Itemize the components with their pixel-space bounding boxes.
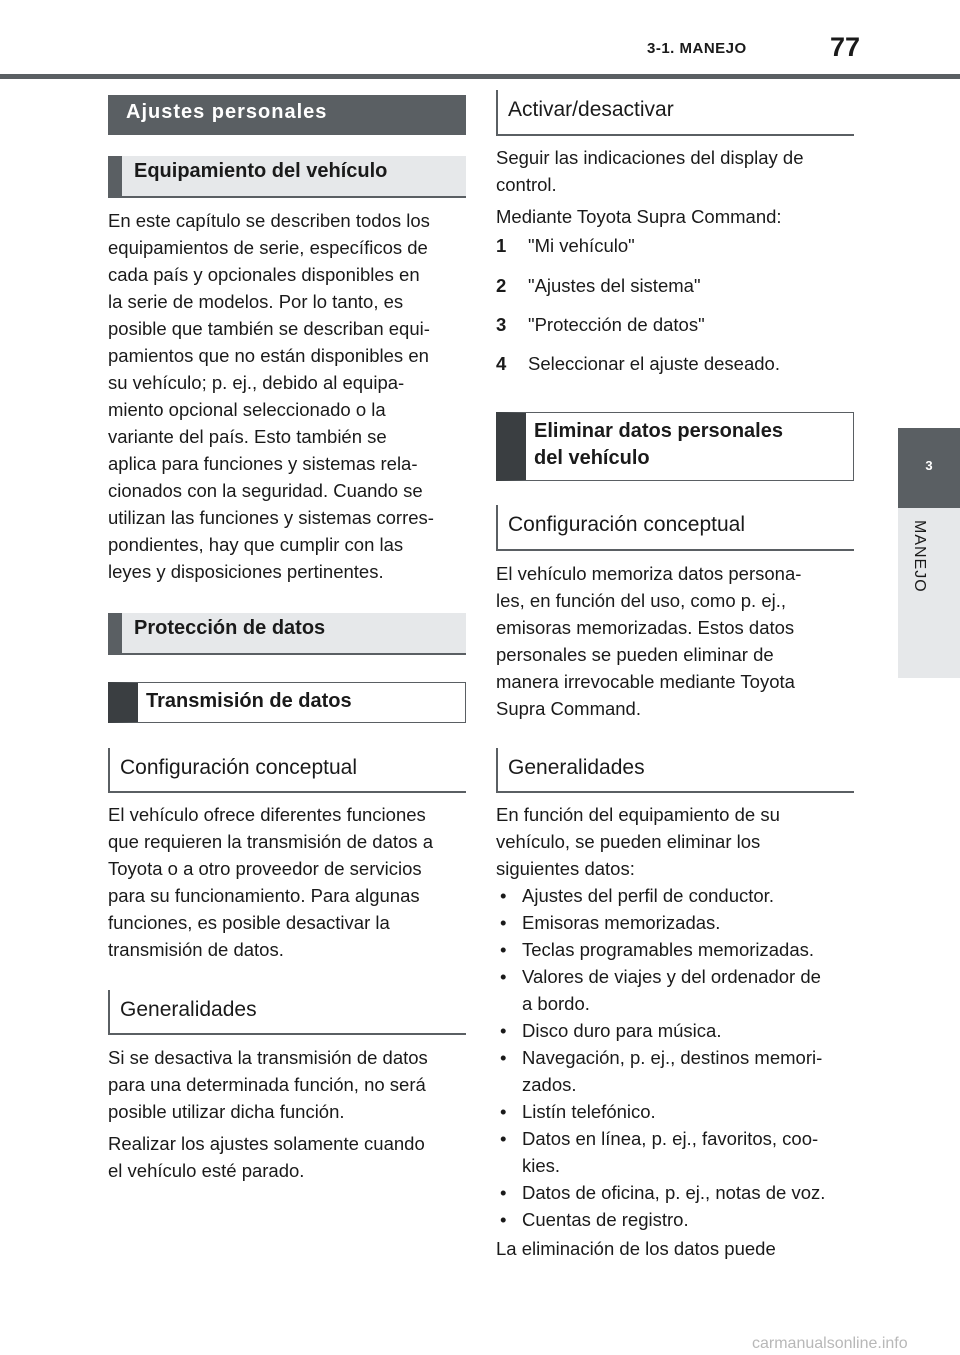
step-3: 3 "Protección de datos" — [496, 314, 705, 335]
section-title: 3-1. MANEJO — [647, 40, 747, 57]
heading-config-conceptual-left: Configuración conceptual — [108, 748, 466, 793]
paragraph-final: La eliminación de los datos puede — [496, 1238, 776, 1259]
list-item: • Disco duro para música. — [496, 1017, 856, 1044]
paragraph-equipamiento: En este capítulo se describen todos los equipamientos de serie, específicos de cada país y opcionales disponibles en la serie de modelos. Por lo tanto, es posible que también se describan equi- pamientos que no están disponibles en su vehículo; p. ej., debido al equipa- miento opcional seleccionado o la variante del país. Esto también se aplica para funciones y sistemas rela- cionados con la seguridad. Cuando se utilizan las funciones y sistemas corres- pondientes, hay que cumplir con las leyes y disposiciones pertinentes. — [108, 210, 434, 582]
chapter-number: 3 — [925, 458, 933, 473]
paragraph-config-right: El vehículo memoriza datos persona- les, en función del uso, como p. ej., emisoras memorizadas. Estos datos personales se pueden eliminar de manera irrevocable mediante Toyota Supra Command. — [496, 563, 802, 719]
watermark: carmanualsonline.info — [752, 1335, 908, 1352]
step-2: 2 "Ajustes del sistema" — [496, 275, 701, 296]
step-1: 1 "Mi vehículo" — [496, 235, 635, 256]
paragraph-generalidades-left-1: Si se desactiva la transmisión de datos para una determinada función, no será posible utilizar dicha función. — [108, 1047, 428, 1122]
chapter-tab-label-bg — [898, 508, 960, 678]
heading-config-conceptual-right: Configuración conceptual — [496, 505, 854, 551]
heading-transmision-datos: Transmisión de datos — [108, 682, 466, 723]
paragraph-activar-2: Mediante Toyota Supra Command: — [496, 206, 782, 227]
heading-eliminar-datos: Eliminar datos personales del vehículo — [496, 412, 854, 481]
list-item: • Ajustes del perfil de conductor. — [496, 882, 856, 909]
deletable-data-list — [496, 882, 856, 1233]
chapter-label: MANEJO — [911, 520, 928, 593]
paragraph-generalidades-left-2: Realizar los ajustes solamente cuando el vehículo esté parado. — [108, 1133, 425, 1181]
heading-ajustes-personales: Ajustes personales — [108, 95, 466, 135]
list-item: • Teclas programables memorizadas. — [496, 936, 856, 963]
heading-activar-desactivar: Activar/desactivar — [496, 90, 854, 136]
list-item-continuation: zados. — [522, 1074, 577, 1095]
step-4: 4 Seleccionar el ajuste deseado. — [496, 353, 780, 374]
page-number: 77 — [830, 32, 861, 62]
list-item: • Cuentas de registro. — [496, 1206, 856, 1233]
heading-proteccion-datos: Protección de datos — [108, 613, 466, 655]
list-item: • Navegación, p. ej., destinos memori- — [496, 1044, 856, 1071]
heading-generalidades-right: Generalidades — [496, 748, 854, 793]
list-item: • Datos de oficina, p. ej., notas de voz. — [496, 1179, 856, 1206]
header-rule — [0, 74, 960, 79]
list-item: • Datos en línea, p. ej., favoritos, coo- — [496, 1125, 856, 1152]
paragraph-generalidades-right: En función del equipamiento de su vehículo, se pueden eliminar los siguientes datos: — [496, 804, 780, 879]
list-item-continuation: kies. — [522, 1155, 561, 1176]
list-item: • Valores de viajes y del ordenador de — [496, 963, 856, 990]
heading-generalidades-left: Generalidades — [108, 990, 466, 1035]
heading-equipamiento: Equipamiento del vehículo — [108, 156, 466, 198]
paragraph-activar-1: Seguir las indicaciones del display de control. — [496, 147, 804, 195]
paragraph-config-left: El vehículo ofrece diferentes funciones que requieren la transmisión de datos a Toyota o a otro proveedor de servicios para su funcionamiento. Para algunas funciones, es posible desactivar la transmisión de datos. — [108, 804, 433, 960]
list-item: • Listín telefónico. — [496, 1098, 856, 1125]
list-item-continuation: a bordo. — [522, 993, 590, 1014]
list-item: • Emisoras memorizadas. — [496, 909, 856, 936]
